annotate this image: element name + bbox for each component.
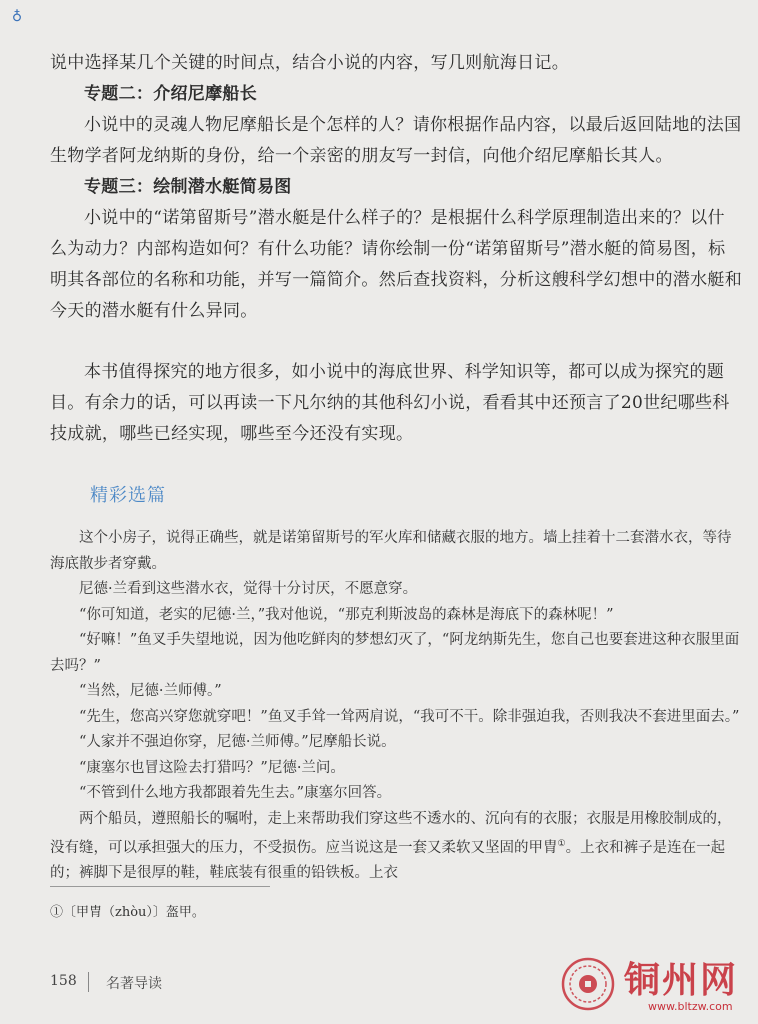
section-title: 精彩选篇 — [90, 485, 166, 506]
excerpt-paragraph: “人家并不强迫你穿，尼德·兰师傅。”尼摩船长说。 — [79, 734, 396, 750]
excerpt-passage — [50, 526, 742, 887]
intro-line: 说中选择某几个关键的时间点，结合小说的内容，写几则航海日记。 — [50, 53, 569, 73]
excerpt-paragraph: “好嘛！”鱼叉手失望地说，因为他吃鲜肉的梦想幻灭了，“阿龙纳斯先生，您自己也要套进这种衣服里面去吗？” — [50, 632, 740, 674]
footnote: ①〔甲胄（zhòu）〕盔甲。 — [50, 905, 205, 920]
excerpt-text: 。上衣和裤子是连在一起的；裤脚下是很厚的鞋，鞋底装有很重的铅铁板。上衣 — [50, 839, 726, 882]
page-number: 158 — [50, 973, 77, 989]
excerpt-paragraph: 尼德·兰看到这些潜水衣，觉得十分讨厌，不愿意穿。 — [79, 581, 418, 597]
topic2-heading: 专题二：介绍尼摩船长 — [84, 84, 257, 104]
excerpt-paragraph: 这个小房子，说得正确些，就是诺第留斯号的军火库和储藏衣服的地方。墙上挂着十二套潜水衣，等待海底散步者穿戴。 — [50, 530, 732, 572]
excerpt-paragraph — [50, 807, 742, 887]
excerpt-paragraph: “当然，尼德·兰师傅。” — [79, 683, 222, 699]
excerpt-text: 两个船员，遵照船长的嘱咐，走上来帮助我们穿这些不透水的、沉向有的衣服；衣服是用橡胶制成的，没有缝，可以承担强大的压力，不受损伤。应当说这是一套又柔软又坚固的甲胄 — [50, 810, 732, 856]
audio-icon: ♁ — [11, 9, 23, 25]
excerpt-paragraph: “先生，您高兴穿您就穿吧！”鱼叉手耸一耸两肩说，“我可不干。除非强迫我，否则我决不套进里面去。” — [79, 708, 740, 725]
watermark-logo-icon — [560, 956, 616, 1012]
activity-section — [50, 48, 742, 450]
footer-divider — [88, 972, 89, 992]
closing-paragraph: 本书值得探究的地方很多，如小说中的海底世界、科学知识等，都可以成为探究的题目。有余力的话，可以再读一下凡尔纳的其他科幻小说，看看其中还预言了20世纪哪些科技成就，哪些已经实现，哪些至今还没有实现。 — [50, 362, 730, 444]
running-head: 名著导读 — [106, 976, 162, 992]
excerpt-paragraph: “康塞尔也冒这险去打猎吗？”尼德·兰问。 — [79, 759, 345, 776]
excerpt-paragraph: “你可知道，老实的尼德·兰，”我对他说，“那克利斯波岛的森林是海底下的森林呢！” — [79, 606, 614, 623]
footnote-rule — [50, 886, 270, 887]
topic2-body: 小说中的灵魂人物尼摩船长是个怎样的人？请你根据作品内容，以最后返回陆地的法国生物学者阿龙纳斯的身份，给一个亲密的朋友写一封信，向他介绍尼摩船长其人。 — [50, 115, 742, 166]
topic3-heading: 专题三：绘制潜水艇简易图 — [84, 177, 292, 197]
footnote-marker: ① — [557, 839, 566, 849]
excerpt-paragraph: “不管到什么地方我都跟着先生去。”康塞尔回答。 — [79, 785, 392, 801]
watermark-url: www.bltzw.com — [648, 1000, 733, 1013]
topic3-body: 小说中的“诺第留斯号”潜水艇是什么样子的？是根据什么科学原理制造出来的？以什么为动力？内部构造如何？有什么功能？请你绘制一份“诺第留斯号”潜水艇的简易图，标明其各部位的名称和功能，并写一篇简介。然后查找资料，分析这艘科学幻想中的潜水艇和今天的潜水艇有什么异同。 — [50, 208, 742, 321]
watermark-site-name: 铜州网 — [624, 960, 739, 1001]
